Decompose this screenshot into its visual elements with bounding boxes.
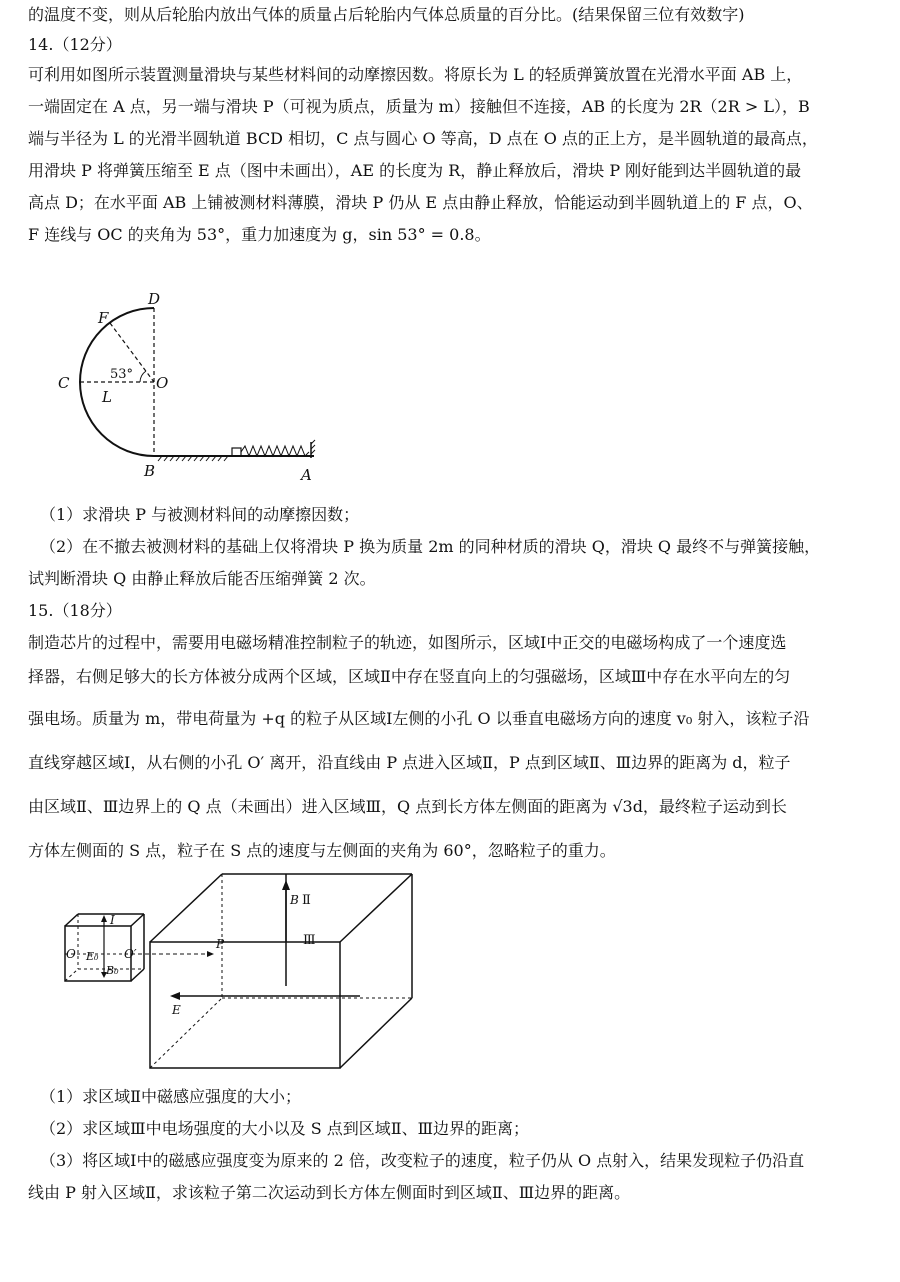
label-b: B — [290, 893, 299, 907]
text-line: 的温度不变，则从后轮胎内放出气体的质量占后轮胎内气体总质量的百分比。(结果保留三位有效数字) — [28, 5, 745, 24]
label-o-prime: O′ — [124, 947, 137, 961]
label-a: A — [301, 466, 312, 484]
large-cuboid — [150, 874, 412, 1068]
label-region-i: I — [110, 913, 115, 927]
label-region-ii: Ⅱ — [302, 893, 311, 908]
slider-block — [232, 448, 241, 456]
text-line: 强电场。质量为 m，带电荷量为 +q 的粒子从区域Ⅰ左侧的小孔 O 以垂直电磁场方向的速度 v₀ 射入，该粒子沿 — [28, 709, 810, 728]
label-p: P — [216, 937, 225, 951]
e-field-arrowhead — [170, 992, 180, 1000]
text-line: F 连线与 OC 的夹角为 53°，重力加速度为 g，sin 53° = 0.8。 — [28, 225, 491, 244]
question-15-header: 15.（18分） — [28, 601, 122, 620]
question-14-header: 14.（12分） — [28, 35, 122, 54]
label-e0: E₀ — [86, 950, 99, 963]
question-14-part-1: （1）求滑块 P 与被测材料间的动摩擦因数； — [40, 505, 360, 524]
field-figure — [50, 868, 430, 1078]
track-figure — [30, 290, 330, 490]
label-o: O — [156, 374, 169, 392]
text-line: 高点 D；在水平面 AB 上铺被测材料薄膜，滑块 P 仍从 E 点由静止释放，恰能运动到半圆轨道上的 F 点，O、 — [28, 193, 813, 212]
text-line: 可利用如图所示装置测量滑块与某些材料间的动摩擦因数。将原长为 L 的轻质弹簧放置在光滑水平面 AB 上， — [28, 65, 803, 84]
text-line: 线由 P 射入区域Ⅱ，求该粒子第二次运动到长方体左侧面时到区域Ⅱ、Ⅲ边界的距离。 — [28, 1183, 631, 1202]
b-field-arrowhead — [282, 880, 290, 890]
text-line: 用滑块 P 将弹簧压缩至 E 点（图中未画出），AE 的长度为 R，静止释放后，滑块 P 刚好能到达半圆轨道的最 — [28, 161, 802, 180]
text-line: 直线穿越区域Ⅰ，从右侧的小孔 O′ 离开，沿直线由 P 点进入区域Ⅱ，P 点到区域Ⅱ、Ⅲ边界的距离为 d，粒子 — [28, 753, 791, 772]
text-line: 方体左侧面的 S 点，粒子在 S 点的速度与左侧面的夹角为 60°，忽略粒子的重力。 — [28, 841, 616, 860]
label-b0: B₀ — [106, 964, 119, 977]
label-angle: 53° — [110, 367, 134, 382]
label-l: L — [102, 388, 112, 406]
text-line: 制造芯片的过程中，需要用电磁场精准控制粒子的轨迹，如图所示，区域Ⅰ中正交的电磁场构成了一个速度选 — [28, 633, 787, 652]
question-14-part-2: （2）在不撤去被测材料的基础上仅将滑块 P 换为质量 2m 的同种材质的滑块 Q，滑块 Q 最终不与弹簧接触， — [40, 537, 821, 556]
text-line: 由区域Ⅱ、Ⅲ边界上的 Q 点（未画出）进入区域Ⅲ，Q 点到长方体左侧面的距离为 √3d，最终粒子运动到长 — [28, 797, 787, 816]
spring — [241, 446, 309, 456]
p-arrowhead — [207, 951, 214, 957]
label-region-iii: Ⅲ — [303, 933, 316, 948]
label-o-hole: O — [66, 947, 76, 961]
question-15-part-2: （2）求区域Ⅲ中电场强度的大小以及 S 点到区域Ⅱ、Ⅲ边界的距离； — [40, 1119, 530, 1138]
angle-arc — [140, 371, 146, 382]
label-d: D — [148, 290, 161, 308]
b0-arrowhead — [101, 915, 107, 922]
label-b: B — [144, 462, 156, 480]
text-line: 择器，右侧足够大的长方体被分成两个区域，区域Ⅱ中存在竖直向上的匀强磁场，区域Ⅲ中存在水平向左的匀 — [28, 667, 791, 686]
text-line: 端与半径为 L 的光滑半圆轨道 BCD 相切，C 点与圆心 O 等高，D 点在 O 点的正上方，是半圆轨道的最高点， — [28, 129, 818, 148]
text-line: 试判断滑块 Q 由静止释放后能否压缩弹簧 2 次。 — [28, 569, 376, 588]
label-c: C — [58, 374, 70, 392]
label-e: E — [172, 1003, 181, 1017]
large-cuboid-hidden — [150, 874, 412, 1068]
text-line: 一端固定在 A 点，另一端与滑块 P（可视为质点，质量为 m）接触但不连接，AB 的长度为 2R（2R > L），B — [28, 97, 810, 116]
question-15-part-3: （3）将区域Ⅰ中的磁感应强度变为原来的 2 倍，改变粒子的速度，粒子仍从 O 点射入，结果发现粒子仍沿直 — [40, 1151, 805, 1170]
label-f: F — [98, 309, 109, 327]
question-15-part-1: （1）求区域Ⅱ中磁感应强度的大小； — [40, 1087, 302, 1106]
